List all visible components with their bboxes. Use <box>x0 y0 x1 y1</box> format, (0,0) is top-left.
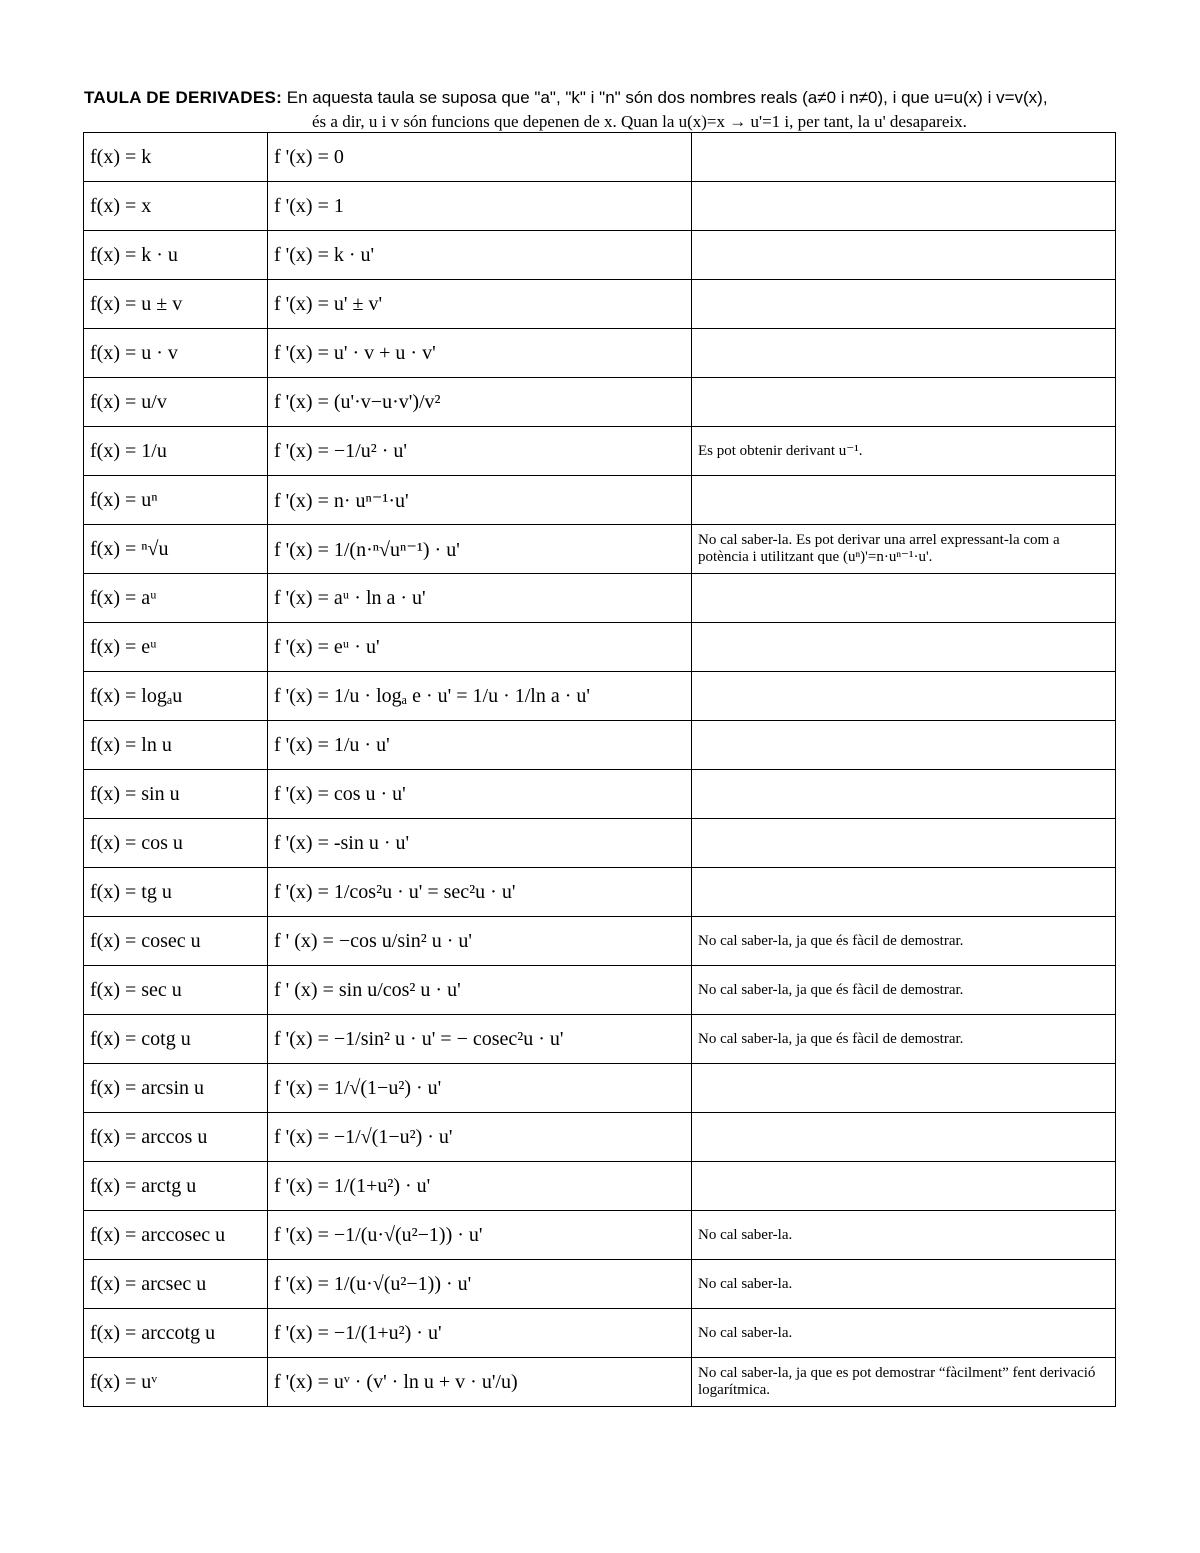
derivative-cell: f '(x) = −1/(1+u²) · u' <box>268 1309 692 1358</box>
note-cell <box>692 182 1116 231</box>
table-header <box>84 86 1124 134</box>
function-cell: f(x) = x <box>84 182 268 231</box>
table-row <box>84 1015 1116 1064</box>
note-cell <box>692 672 1116 721</box>
function-cell: f(x) = tg u <box>84 868 268 917</box>
note-cell <box>692 231 1116 280</box>
table-row <box>84 231 1116 280</box>
note-cell: No cal saber-la, ja que és fàcil de demostrar. <box>692 966 1116 1015</box>
function-cell: f(x) = 1/u <box>84 427 268 476</box>
table-row <box>84 378 1116 427</box>
function-cell: f(x) = u/v <box>84 378 268 427</box>
function-cell: f(x) = arcsec u <box>84 1260 268 1309</box>
note-cell <box>692 1113 1116 1162</box>
note-cell <box>692 1064 1116 1113</box>
note-cell <box>692 623 1116 672</box>
note-cell <box>692 819 1116 868</box>
function-cell: f(x) = cosec u <box>84 917 268 966</box>
function-cell: f(x) = k <box>84 133 268 182</box>
derivative-cell: f '(x) = −1/√(1−u²) · u' <box>268 1113 692 1162</box>
note-cell: Es pot obtenir derivant u⁻¹. <box>692 427 1116 476</box>
table-row <box>84 770 1116 819</box>
note-cell <box>692 574 1116 623</box>
derivative-cell: f '(x) = 1/cos²u · u' = sec²u · u' <box>268 868 692 917</box>
table-row <box>84 280 1116 329</box>
note-cell <box>692 378 1116 427</box>
note-cell <box>692 280 1116 329</box>
derivative-cell: f '(x) = k · u' <box>268 231 692 280</box>
table-row <box>84 966 1116 1015</box>
derivative-cell: f '(x) = cos u · u' <box>268 770 692 819</box>
table-row <box>84 1358 1116 1407</box>
function-cell: f(x) = u · v <box>84 329 268 378</box>
derivative-cell: f ' (x) = sin u/cos² u · u' <box>268 966 692 1015</box>
derivative-cell: f '(x) = uᵛ · (v' · ln u + v · u'/u) <box>268 1358 692 1407</box>
table-row <box>84 182 1116 231</box>
function-cell: f(x) = aᵘ <box>84 574 268 623</box>
table-row <box>84 623 1116 672</box>
note-cell <box>692 868 1116 917</box>
note-cell: No cal saber-la. Es pot derivar una arrel expressant-la com a potència i utilitzant que (uⁿ)'=n·uⁿ⁻¹·u'. <box>692 525 1116 574</box>
table-row <box>84 476 1116 525</box>
header-line-1 <box>84 86 1124 110</box>
function-cell: f(x) = arccotg u <box>84 1309 268 1358</box>
function-cell: f(x) = cotg u <box>84 1015 268 1064</box>
function-cell: f(x) = sin u <box>84 770 268 819</box>
table-row <box>84 1162 1116 1211</box>
derivative-cell: f '(x) = −1/sin² u · u' = − cosec²u · u' <box>268 1015 692 1064</box>
note-cell: No cal saber-la, ja que es pot demostrar “fàcilment” fent derivació logarítmica. <box>692 1358 1116 1407</box>
derivative-cell: f '(x) = u' ± v' <box>268 280 692 329</box>
header-line-2: és a dir, u i v són funcions que depenen de x. Quan la u(x)=x → u'=1 i, per tant, la u' desapareix. <box>312 112 967 131</box>
function-cell: f(x) = arccos u <box>84 1113 268 1162</box>
table-row <box>84 819 1116 868</box>
table-row <box>84 574 1116 623</box>
note-cell <box>692 133 1116 182</box>
table-row <box>84 329 1116 378</box>
derivative-cell: f '(x) = 0 <box>268 133 692 182</box>
header-text-1: En aquesta taula se suposa que "a", "k" i "n" són dos nombres reals (a≠0 i n≠0), i que u=u(x) i v=v(x), <box>282 88 1048 107</box>
derivative-cell: f '(x) = −1/u² · u' <box>268 427 692 476</box>
table-row <box>84 1113 1116 1162</box>
note-cell: No cal saber-la, ja que és fàcil de demostrar. <box>692 1015 1116 1064</box>
function-cell: f(x) = ⁿ√u <box>84 525 268 574</box>
table-row <box>84 672 1116 721</box>
table-row <box>84 525 1116 574</box>
note-cell <box>692 721 1116 770</box>
derivative-cell: f '(x) = 1/(1+u²) · u' <box>268 1162 692 1211</box>
function-cell: f(x) = ln u <box>84 721 268 770</box>
table-row <box>84 1260 1116 1309</box>
note-cell <box>692 1162 1116 1211</box>
table-row <box>84 1309 1116 1358</box>
derivatives-table <box>83 132 1116 1407</box>
function-cell: f(x) = eᵘ <box>84 623 268 672</box>
derivative-cell: f '(x) = (u'·v−u·v')/v² <box>268 378 692 427</box>
function-cell: f(x) = uᵛ <box>84 1358 268 1407</box>
derivative-cell: f '(x) = u' · v + u · v' <box>268 329 692 378</box>
table-row <box>84 133 1116 182</box>
note-cell: No cal saber-la. <box>692 1260 1116 1309</box>
function-cell: f(x) = logₐu <box>84 672 268 721</box>
derivative-cell: f ' (x) = −cos u/sin² u · u' <box>268 917 692 966</box>
table-row <box>84 721 1116 770</box>
derivative-cell: f '(x) = 1/(u·√(u²−1)) · u' <box>268 1260 692 1309</box>
derivative-cell: f '(x) = −1/(u·√(u²−1)) · u' <box>268 1211 692 1260</box>
function-cell: f(x) = arctg u <box>84 1162 268 1211</box>
function-cell: f(x) = uⁿ <box>84 476 268 525</box>
note-cell <box>692 329 1116 378</box>
function-cell: f(x) = u ± v <box>84 280 268 329</box>
function-cell: f(x) = cos u <box>84 819 268 868</box>
function-cell: f(x) = k · u <box>84 231 268 280</box>
note-cell <box>692 476 1116 525</box>
derivative-cell: f '(x) = eᵘ · u' <box>268 623 692 672</box>
derivative-cell: f '(x) = 1/u · u' <box>268 721 692 770</box>
function-cell: f(x) = arcsin u <box>84 1064 268 1113</box>
table-row <box>84 1064 1116 1113</box>
function-cell: f(x) = sec u <box>84 966 268 1015</box>
header-title: TAULA DE DERIVADES: <box>84 88 283 107</box>
note-cell <box>692 770 1116 819</box>
note-cell: No cal saber-la. <box>692 1309 1116 1358</box>
note-cell: No cal saber-la, ja que és fàcil de demostrar. <box>692 917 1116 966</box>
derivative-cell: f '(x) = aᵘ · ln a · u' <box>268 574 692 623</box>
table-row <box>84 427 1116 476</box>
note-cell: No cal saber-la. <box>692 1211 1116 1260</box>
derivative-cell: f '(x) = n· uⁿ⁻¹·u' <box>268 476 692 525</box>
derivative-cell: f '(x) = -sin u · u' <box>268 819 692 868</box>
derivative-cell: f '(x) = 1 <box>268 182 692 231</box>
table-row <box>84 1211 1116 1260</box>
derivative-cell: f '(x) = 1/(n·ⁿ√uⁿ⁻¹) · u' <box>268 525 692 574</box>
table-row <box>84 868 1116 917</box>
derivative-cell: f '(x) = 1/u · logₐ e · u' = 1/u · 1/ln a · u' <box>268 672 692 721</box>
function-cell: f(x) = arccosec u <box>84 1211 268 1260</box>
table-row <box>84 917 1116 966</box>
derivative-cell: f '(x) = 1/√(1−u²) · u' <box>268 1064 692 1113</box>
